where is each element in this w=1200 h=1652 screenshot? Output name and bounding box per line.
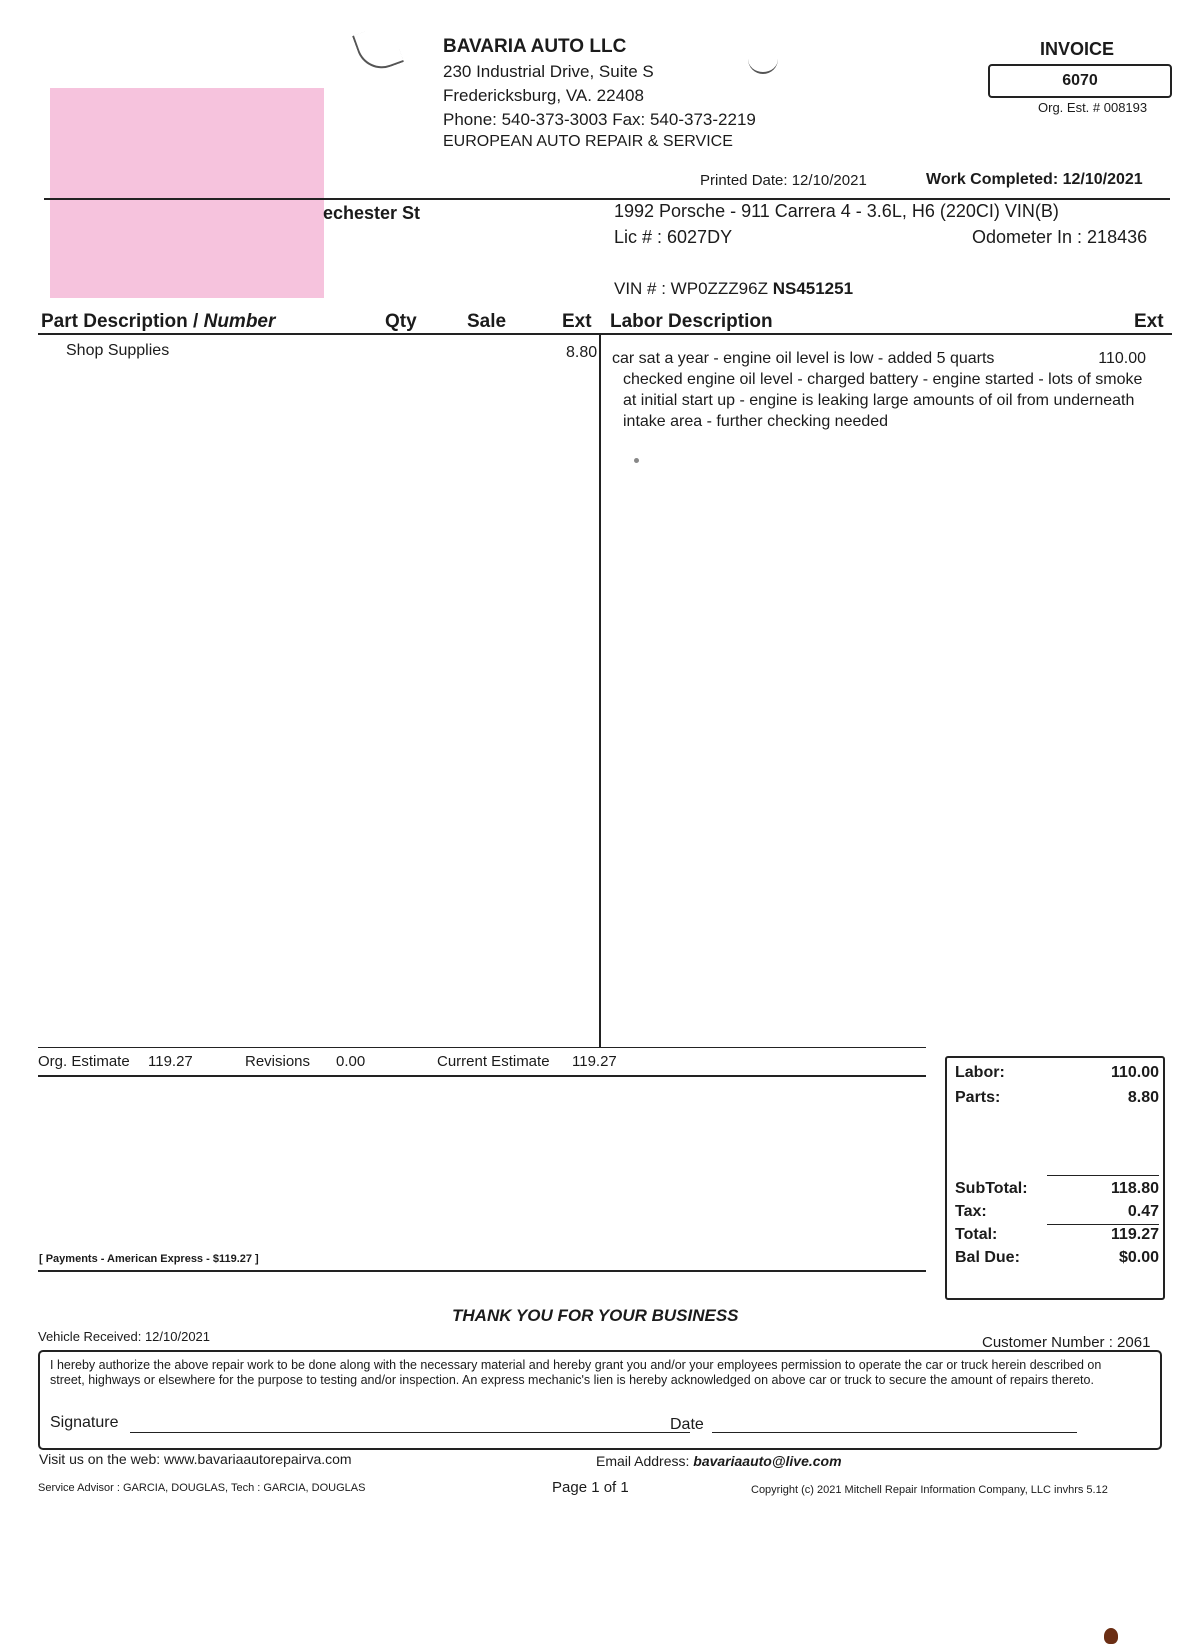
license-plate: Lic # : 6027DY [614, 227, 733, 247]
labor-first-line [612, 348, 1146, 369]
part-ext-value: 8.80 [566, 344, 598, 361]
work-completed: Work Completed: 12/10/2021 [926, 171, 1143, 188]
vin [614, 279, 853, 299]
total-value: 119.27 [1110, 1226, 1159, 1243]
tax-label: Tax: [955, 1203, 987, 1220]
redaction-block [50, 88, 324, 298]
company-name: BAVARIA AUTO LLC [443, 36, 627, 57]
service-advisor: Service Advisor : GARCIA, DOUGLAS, Tech : GARCIA, DOUGLAS [38, 1482, 366, 1494]
labor-line [612, 348, 1152, 432]
website-line: Visit us on the web: www.bavariaautorepairva.com [39, 1451, 352, 1467]
email-address: bavariaauto@live.com [693, 1453, 842, 1469]
pen-scribble [748, 58, 778, 74]
estimate-top-line [38, 1047, 926, 1048]
labor-description-header: Labor Description [610, 311, 773, 332]
part-description-label: Part Description / [41, 311, 204, 332]
email-label: Email Address: [596, 1453, 694, 1469]
total-label: Total: [955, 1226, 998, 1243]
parts-total-row [955, 1089, 1159, 1107]
header-divider [44, 198, 1170, 200]
payments-line [38, 1270, 926, 1272]
part-description: Shop Supplies [66, 342, 170, 359]
invoice-title: INVOICE [1040, 39, 1115, 59]
email-line [596, 1453, 842, 1469]
pen-scribble [352, 22, 404, 75]
table-header-divider [38, 333, 1172, 335]
part-ext-header: Ext [562, 311, 592, 332]
org-estimate-value: 119.27 [148, 1053, 193, 1070]
parts-total-value: 8.80 [1127, 1089, 1159, 1106]
org-estimate-label: Org. Estimate [38, 1053, 130, 1070]
subtotal-value: 118.80 [1110, 1180, 1159, 1197]
tax-row [955, 1203, 1159, 1221]
revisions-label: Revisions [245, 1053, 311, 1070]
current-estimate-value: 119.27 [572, 1053, 617, 1070]
date-label: Date [670, 1416, 704, 1433]
vehicle-received: Vehicle Received: 12/10/2021 [38, 1329, 211, 1344]
odometer-in: Odometer In : 218436 [972, 227, 1148, 247]
company-tagline: EUROPEAN AUTO REPAIR & SERVICE [443, 133, 733, 150]
total-row [955, 1226, 1159, 1244]
balance-due-row [955, 1249, 1159, 1267]
vehicle-description: 1992 Porsche - 911 Carrera 4 - 3.6L, H6 (220CI) VIN(B) [614, 201, 1059, 221]
balance-due-value: $0.00 [1118, 1249, 1159, 1266]
balance-due-label: Bal Due: [955, 1249, 1020, 1266]
signature-label: Signature [50, 1414, 119, 1431]
stain-mark [1104, 1628, 1118, 1644]
estimate-bottom-line [38, 1075, 926, 1077]
company-address-line2: Fredericksburg, VA. 22408 [443, 86, 644, 105]
printed-date: Printed Date: 12/10/2021 [700, 172, 867, 189]
labor-ext-value: 110.00 [1098, 350, 1146, 367]
org-estimate-number: Org. Est. # 008193 [1038, 100, 1148, 115]
company-phone-fax: Phone: 540-373-3003 Fax: 540-373-2219 [443, 110, 756, 129]
date-line [712, 1432, 1077, 1433]
parts-total-label: Parts: [955, 1089, 1001, 1106]
vin-suffix: NS451251 [772, 279, 854, 298]
subtotal-rule [1047, 1175, 1159, 1176]
payments-note: [ Payments - American Express - $119.27 ] [39, 1253, 259, 1265]
subtotal-row [955, 1180, 1159, 1198]
invoice-number: 6070 [988, 64, 1172, 98]
part-description-header [41, 311, 275, 333]
thank-you-message: THANK YOU FOR YOUR BUSINESS [452, 1306, 739, 1325]
page-number: Page 1 of 1 [552, 1479, 629, 1496]
total-rule [1047, 1224, 1159, 1225]
authorization-box [38, 1350, 1162, 1450]
current-estimate-label: Current Estimate [437, 1053, 550, 1070]
subtotal-label: SubTotal: [955, 1180, 1028, 1197]
labor-detail-text: checked engine oil level - charged battery - engine started - lots of smoke at initial start up - engine is leaking large amounts of oil from underneath intake area - further checking needed [623, 371, 1143, 430]
labor-ext-header: Ext [1134, 311, 1164, 332]
copyright-notice: Copyright (c) 2021 Mitchell Repair Information Company, LLC invhrs 5.12 [751, 1484, 1108, 1496]
labor-first-text: car sat a year - engine oil level is low - added 5 quarts [612, 350, 995, 367]
qty-header: Qty [385, 311, 417, 332]
vin-prefix: VIN # : WP0ZZZ96Z [614, 279, 773, 298]
tax-value: 0.47 [1127, 1203, 1159, 1220]
labor-total-label: Labor: [955, 1064, 1005, 1081]
parts-labor-divider [599, 335, 601, 1047]
labor-total-value: 110.00 [1110, 1064, 1159, 1081]
customer-number: Customer Number : 2061 [982, 1334, 1151, 1351]
labor-total-row [955, 1064, 1159, 1082]
sale-header: Sale [467, 311, 507, 332]
part-number-label: Number [203, 311, 276, 332]
signature-line [130, 1432, 690, 1433]
customer-street: echester St [323, 203, 421, 223]
speck [634, 458, 639, 463]
company-address-line1: 230 Industrial Drive, Suite S [443, 62, 654, 81]
totals-box [945, 1056, 1165, 1300]
authorization-text: I hereby authorize the above repair work to be done along with the necessary material and hereby grant you and/or your employees permission to operate the car or truck herein described on street, highways or elsewhere for the purpose to testing and/or inspection. An express mechanic's lien is hereby acknowledged on above car or truck to secure the amount of repairs thereto. [50, 1358, 1102, 1387]
revisions-value: 0.00 [336, 1053, 366, 1070]
